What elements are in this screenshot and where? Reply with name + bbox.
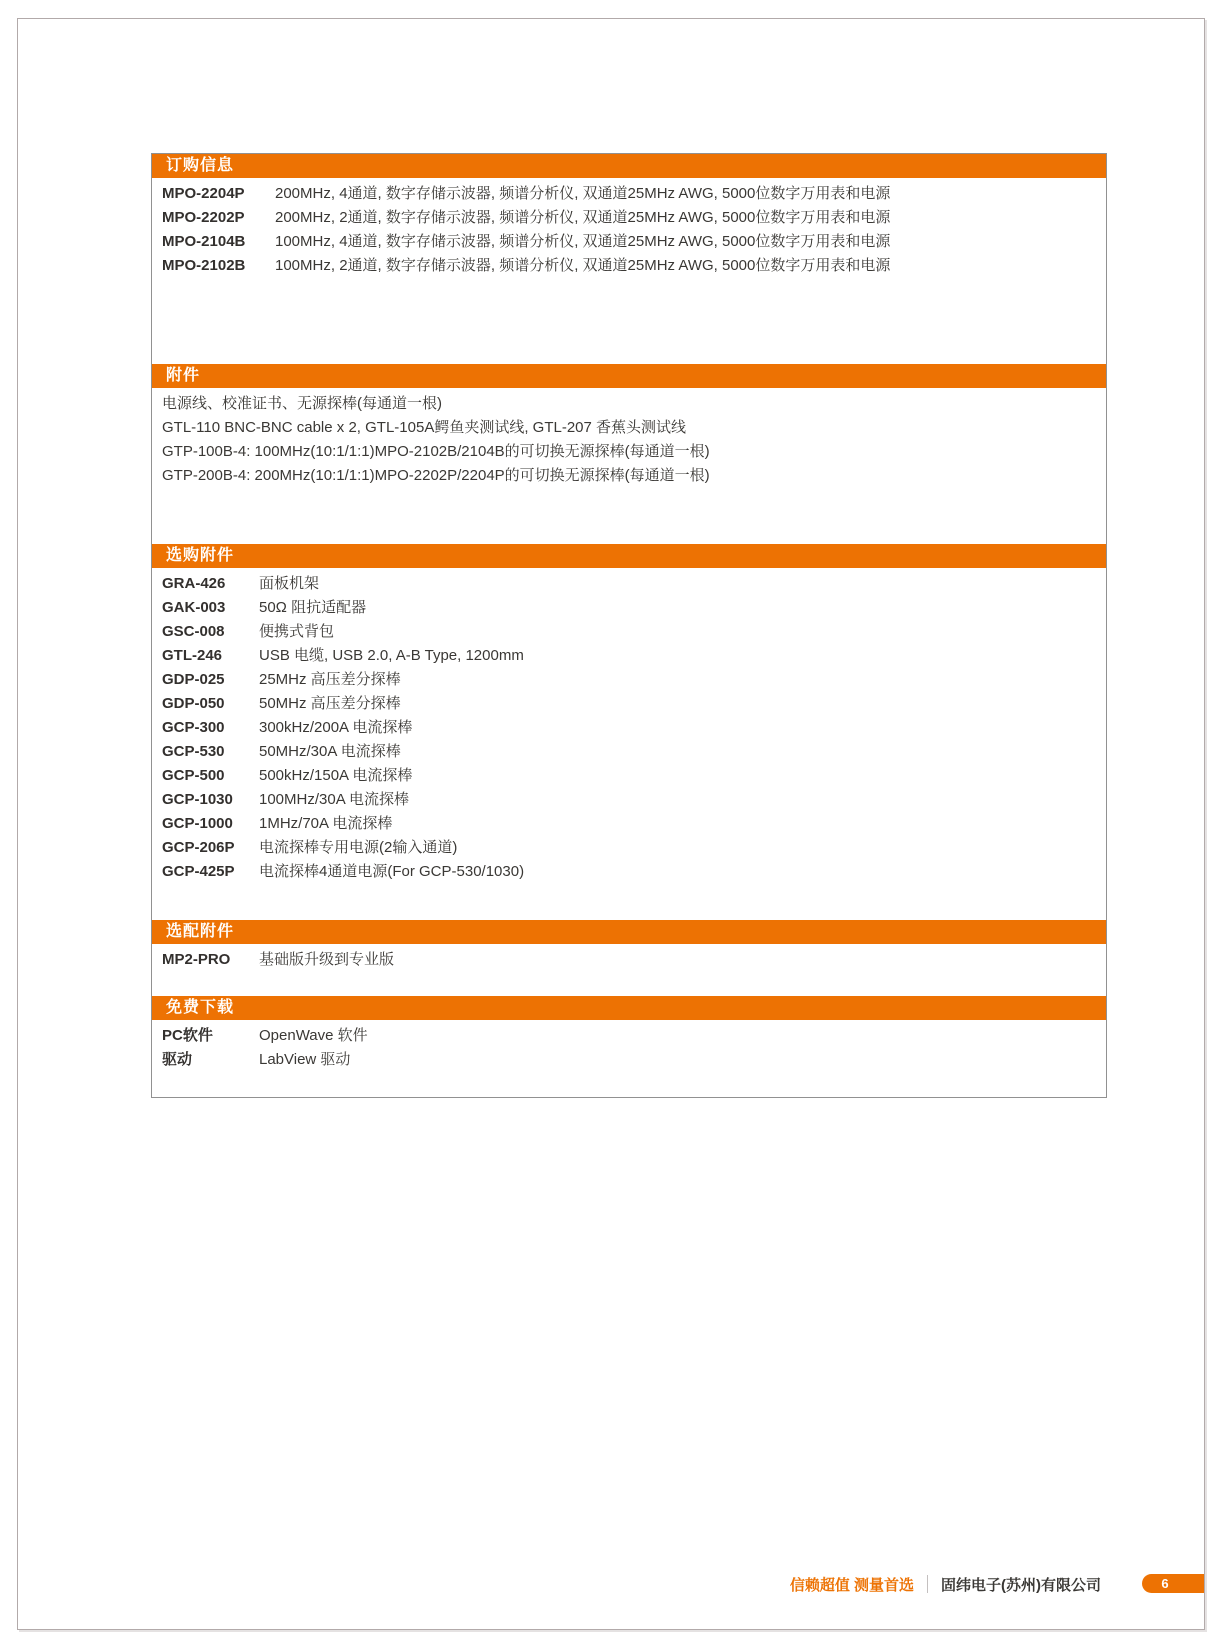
section-accessories bbox=[152, 364, 1106, 488]
footer-company: 固纬电子(苏州)有限公司 bbox=[941, 1576, 1101, 1594]
item-row bbox=[162, 416, 1106, 440]
section-header: 选购附件 bbox=[152, 544, 1106, 568]
model-label: GCP-1030 bbox=[162, 791, 233, 808]
section-rows bbox=[152, 944, 1106, 972]
item-description: 500kHz/150A 电流探棒 bbox=[259, 767, 413, 784]
section-optional-add-ons bbox=[152, 920, 1106, 972]
section-rows bbox=[152, 178, 1106, 278]
model-label: GSC-008 bbox=[162, 623, 225, 640]
item-row bbox=[162, 254, 1106, 278]
model-label: MPO-2104B bbox=[162, 233, 246, 250]
item-description: 1MHz/70A 电流探棒 bbox=[259, 815, 393, 832]
item-row bbox=[162, 182, 1106, 206]
model-label: 驱动 bbox=[162, 1051, 193, 1068]
section-rows bbox=[152, 568, 1106, 884]
accessory-line: 电源线、校准证书、无源探棒(每通道一根) bbox=[162, 395, 442, 412]
model-label: PC软件 bbox=[162, 1027, 213, 1044]
item-description: 面板机架 bbox=[259, 575, 320, 592]
item-description: 50MHz 高压差分探棒 bbox=[259, 695, 401, 712]
page-number-badge bbox=[1142, 1574, 1204, 1593]
item-row bbox=[162, 1024, 1106, 1048]
footer-slogan: 信赖超值 测量首选 bbox=[789, 1576, 914, 1594]
model-label: MP2-PRO bbox=[162, 951, 231, 968]
model-label: MPO-2202P bbox=[162, 209, 245, 226]
item-row bbox=[162, 740, 1106, 764]
item-description: 100MHz, 4通道, 数字存储示波器, 频谱分析仪, 双通道25MHz AWG, 5000位数字万用表和电源 bbox=[275, 233, 891, 250]
model-label: GDP-050 bbox=[162, 695, 225, 712]
item-row bbox=[162, 644, 1106, 668]
model-label: GCP-300 bbox=[162, 719, 225, 736]
accessory-line: GTP-200B-4: 200MHz(10:1/1:1)MPO-2202P/2204P的可切换无源探棒(每通道一根) bbox=[162, 467, 710, 484]
model-label: GCP-425P bbox=[162, 863, 235, 880]
item-row bbox=[162, 572, 1106, 596]
item-description: 25MHz 高压差分探棒 bbox=[259, 671, 401, 688]
item-description: 电流探棒4通道电源(For GCP-530/1030) bbox=[259, 863, 525, 880]
page-footer bbox=[790, 1571, 1101, 1597]
item-description: 300kHz/200A 电流探棒 bbox=[259, 719, 413, 736]
section-header: 附件 bbox=[152, 364, 1106, 388]
model-label: GCP-1000 bbox=[162, 815, 233, 832]
item-description: USB 电缆, USB 2.0, A-B Type, 1200mm bbox=[259, 647, 524, 664]
item-row bbox=[162, 230, 1106, 254]
section-ordering-information bbox=[152, 154, 1106, 278]
model-label: GTL-246 bbox=[162, 647, 223, 664]
model-label: GRA-426 bbox=[162, 575, 226, 592]
item-row bbox=[162, 668, 1106, 692]
item-description: OpenWave 软件 bbox=[259, 1027, 368, 1044]
item-description: LabView 驱动 bbox=[259, 1051, 351, 1068]
accessory-line: GTL-110 BNC-BNC cable x 2, GTL-105A鳄鱼夹测试线, GTL-207 香蕉头测试线 bbox=[162, 419, 687, 436]
item-description: 200MHz, 4通道, 数字存储示波器, 频谱分析仪, 双通道25MHz AWG, 5000位数字万用表和电源 bbox=[275, 185, 891, 202]
model-label: GCP-500 bbox=[162, 767, 225, 784]
item-row bbox=[162, 836, 1106, 860]
accessory-line: GTP-100B-4: 100MHz(10:1/1:1)MPO-2102B/2104B的可切换无源探棒(每通道一根) bbox=[162, 443, 710, 460]
item-row bbox=[162, 596, 1106, 620]
item-row bbox=[162, 1048, 1106, 1072]
section-rows bbox=[152, 1020, 1106, 1072]
item-description: 电流探棒专用电源(2输入通道) bbox=[259, 839, 458, 856]
item-row bbox=[162, 620, 1106, 644]
section-optional-accessories bbox=[152, 544, 1106, 884]
page-number: 6 bbox=[1161, 1576, 1169, 1591]
item-row bbox=[162, 206, 1106, 230]
item-row bbox=[162, 860, 1106, 884]
model-label: GCP-530 bbox=[162, 743, 225, 760]
page-frame bbox=[17, 18, 1205, 1630]
item-row bbox=[162, 812, 1106, 836]
model-label: GAK-003 bbox=[162, 599, 226, 616]
item-description: 基础版升级到专业版 bbox=[259, 951, 395, 968]
item-description: 50MHz/30A 电流探棒 bbox=[259, 743, 401, 760]
item-row bbox=[162, 440, 1106, 464]
item-row bbox=[162, 788, 1106, 812]
content-panel bbox=[151, 153, 1107, 1098]
item-row bbox=[162, 464, 1106, 488]
section-header: 免费下载 bbox=[152, 996, 1106, 1020]
item-row bbox=[162, 692, 1106, 716]
model-label: MPO-2204P bbox=[162, 185, 245, 202]
item-description: 100MHz/30A 电流探棒 bbox=[259, 791, 410, 808]
section-rows bbox=[152, 388, 1106, 488]
item-description: 50Ω 阻抗适配器 bbox=[259, 599, 367, 616]
item-row bbox=[162, 392, 1106, 416]
item-description: 100MHz, 2通道, 数字存储示波器, 频谱分析仪, 双通道25MHz AWG, 5000位数字万用表和电源 bbox=[275, 257, 891, 274]
footer-divider bbox=[927, 1575, 928, 1593]
item-description: 便携式背包 bbox=[259, 623, 335, 640]
section-header: 选配附件 bbox=[152, 920, 1106, 944]
section-header: 订购信息 bbox=[152, 154, 1106, 178]
item-description: 200MHz, 2通道, 数字存储示波器, 频谱分析仪, 双通道25MHz AWG, 5000位数字万用表和电源 bbox=[275, 209, 891, 226]
model-label: MPO-2102B bbox=[162, 257, 246, 274]
item-row bbox=[162, 716, 1106, 740]
item-row bbox=[162, 764, 1106, 788]
model-label: GDP-025 bbox=[162, 671, 225, 688]
model-label: GCP-206P bbox=[162, 839, 235, 856]
item-row bbox=[162, 948, 1106, 972]
section-free-downloads bbox=[152, 996, 1106, 1072]
